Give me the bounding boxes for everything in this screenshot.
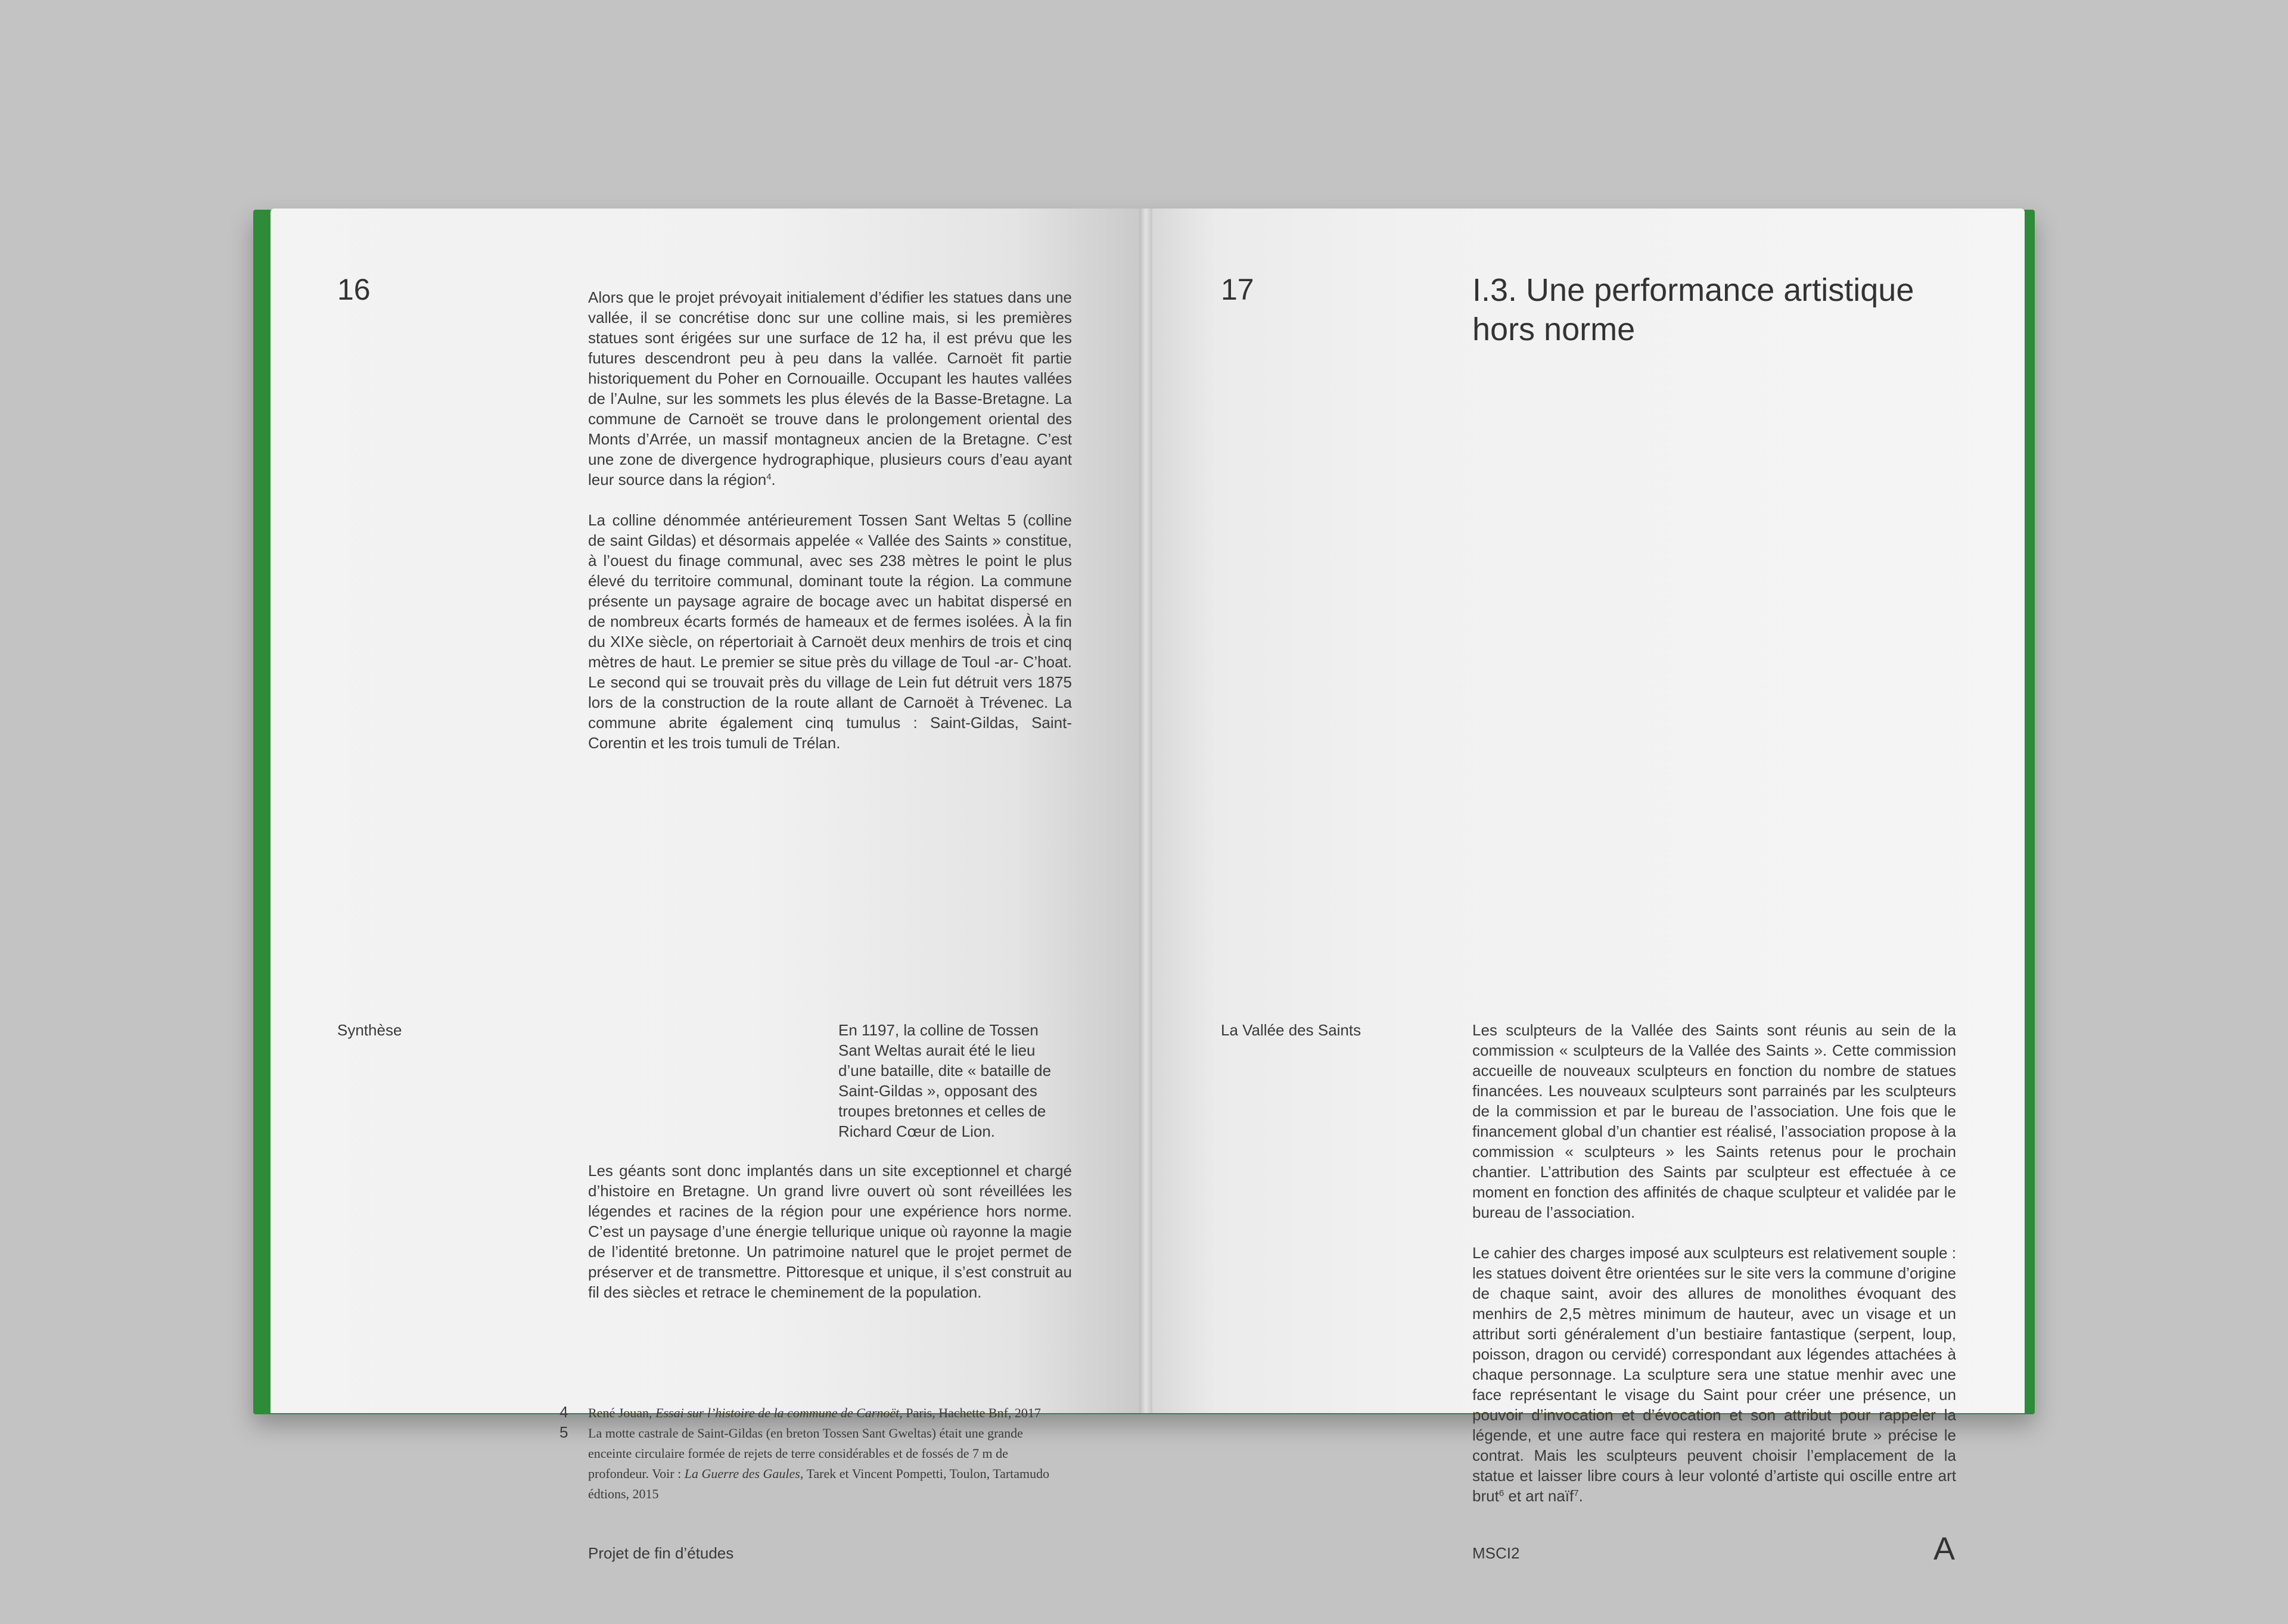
footnote: La motte castrale de Saint-Gildas (en breton Tossen Sant Gweltas) était une grande enceinte circulaire formée de rejets de terre considérables et de fossés de 7 m de profondeur. Voir : La Guerre des Gaules, Tarek et Vincent Pompetti, Toulon, Tartamudo édtions, 2015: [588, 1426, 1050, 1501]
footnote-ref[interactable]: 7: [1574, 1488, 1579, 1498]
footnote-number: 4: [559, 1403, 568, 1421]
body-text: [588, 287, 1072, 773]
section-label: Synthèse: [337, 1021, 402, 1039]
body-text: [1472, 1020, 1956, 1526]
paragraph: Les sculpteurs de la Vallée des Saints sont réunis au sein de la commission « sculpteurs de la Vallée des Saints ». Cette commission accueille de nouveaux sculpteurs en fonction du nombre de statues financées. Les nouveaux sculpteurs sont parrainés par les sculpteurs de la commission et par le bureau de l’association. Une fois que le financement global d’un chantier est réalisé, l’association propose à la commission « sculpteurs » les Saints retenus pour le prochain chantier. L’attribution des Saints par sculpteur est effectuée à ce moment en fonction des affinités de chaque sculpteur et validée par le bureau de l’association.: [1472, 1021, 1956, 1221]
section-title: I.3. Une performance artistique hors norme: [1472, 272, 1914, 347]
paragraph: La colline dénommée antérieurement Tossen Sant Weltas 5 (colline de saint Gildas) et désormais appelée « Vallée des Saints » constitue, à l’ouest du finage communal, avec ses 238 mètres le point le plus élevé du territoire communal, dominant toute la région. La commune présente un paysage agraire de bocage avec un habitat dispersé en de nombreux écarts formés de hameaux et de fermes isolées. À la fin du XIXe siècle, on répertoriait à Carnoët deux menhirs de trois et cinq mètres de haut. Le premier se situe près du village de Toul -ar- C’hoat. Le second qui se trouvait près du village de Lein fut détruit vers 1875 lors de la construction de la route allant de Carnoët à Trévenec. La commune abrite également cinq tumulus : Saint-Gildas, Saint-Corentin et les trois tumuli de Trélan.: [588, 511, 1072, 752]
page-footer: Projet de fin d’études: [588, 1544, 734, 1562]
paragraph: Alors que le projet prévoyait initialement d’édifier les statues dans une vallée, il se concrétise donc sur une colline mais, si les premières statues sont érigées sur une surface de 12 ha, il est prévu que les futures descendront peu à peu dans la vallée. Carnoët fit partie historiquement du Poher en Cornouaille. Occupant les hautes vallées de l’Aulne, sur les sommets les plus élevés de la Basse-Bretagne. La commune de Carnoët se trouve dans le prolongement oriental des Monts d’Arrée, un massif montagneux ancien de la Bretagne. C’est une zone de divergence hydrographique, plusieurs cours d’eau ayant leur source dans la région$^4$.: [588, 288, 1072, 489]
right-page: [1145, 209, 2025, 1567]
page-footer: MSCI2: [1472, 1544, 1520, 1562]
synthesis-paragraph: Les géants sont donc implantés dans un site exceptionnel et chargé d’histoire en Bretagne. Un grand livre ouvert où sont réveillées les légendes et racines de la région pour une expérience hors norme. C’est un paysage d’une énergie tellurique unique où rayonne la magie de l’identité bretonne. Un patrimoine naturel que le projet permet de préserver et de transmettre. Pittoresque et unique, il s’est construit au fil des siècles et retrace le cheminement de la population.: [588, 1162, 1072, 1301]
footnote-number: 5: [559, 1423, 568, 1441]
book-spine: [1139, 209, 1152, 1413]
left-page: [271, 209, 1145, 1562]
footnote-ref[interactable]: 4: [766, 472, 772, 482]
sidenote: En 1197, la colline de Tossen Sant Weltas aurait été le lieu d’une bataille, dite « bataille de Saint-Gildas », opposant des troupes bretonnes et celles de Richard Cœur de Lion.: [838, 1021, 1052, 1140]
paragraph: Le cahier des charges imposé aux sculpteurs est relativement souple : les statues doivent être orientées sur le site vers la commune d’origine de chaque saint, avoir des allures de monolithes évoquant des menhirs de 2,5 mètres minimum de hauteur, avec un visage et un attribut sorti généralement d’un bestiaire fantastique (serpent, loup, poisson, dragon ou cervidé) correspondant aux légendes attachées à chaque personnage. La sculpture sera une statue menhir avec une face représentant le visage du Saint pour créer une présence, un pouvoir d’invocation et d’évocation et son attribut pour rappeler la légende, et une autre face qui restera en majorité brute » précise le contrat. Mais les sculpteurs peuvent choisir l’emplacement de la statue et laisser libre cours à leur volonté d’artiste qui oscille entre art brut$^6$ et art naïf$^7$.: [1472, 1244, 1956, 1505]
publisher-mark: A: [1933, 1531, 1956, 1567]
page-number: 16: [337, 273, 371, 306]
page-number: 17: [1221, 273, 1254, 306]
section-label: La Vallée des Saints: [1221, 1021, 1361, 1039]
footnote-ref[interactable]: 6: [1499, 1488, 1504, 1498]
footnote: René Jouan, Essai sur l’histoire de la commune de Carnoët, Paris, Hachette Bnf, 2017: [588, 1405, 1041, 1420]
